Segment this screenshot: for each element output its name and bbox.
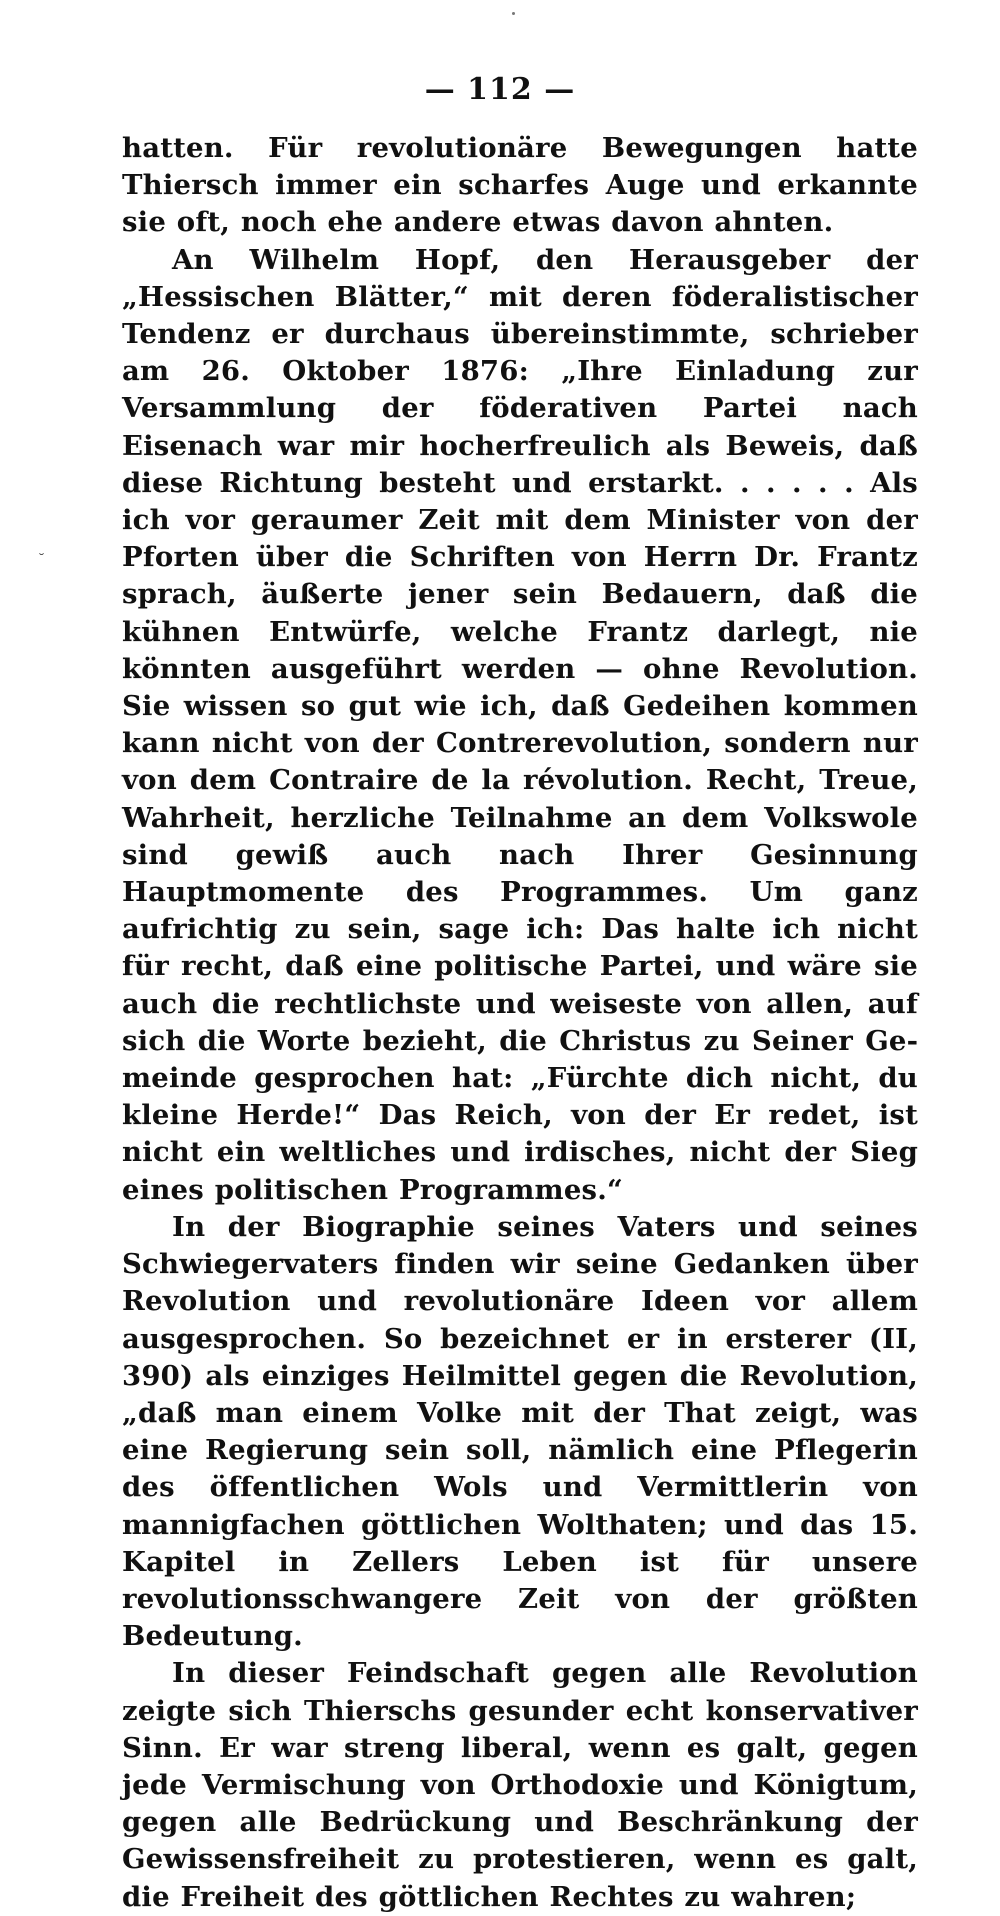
paragraph-biography: In der Biographie seines Vaters und seines Schwiegervaters finden wir seine Gedanken über Revolution und revolutionäre Ideen vor allem ausgesprochen. So bezeichnet er in ersterer (II, 390) als einziges Heilmittel gegen die Revolution, „daß man einem Volke mit der That zeigt, was eine Regierung sein soll, nämlich eine Pflegerin des öffentlichen Wols und Vermittlerin von mannigfachen göttlichen Wolthaten; und das 15. Kapitel in Zellers Leben ist für unsere revolutionsschwangere Zeit von der größten Bedeutung.: [122, 1210, 918, 1653]
scan-speck: [512, 12, 515, 15]
margin-mark: ˘: [38, 552, 45, 568]
paragraph-letter-quote: An Wilhelm Hopf, den Herausgeber der „Hessischen Blätter,“ mit deren föderalistischer Tendenz er durchaus übereinstimmte, schrieber am 26. Oktober 1876: „Ihre Einladung zur Versammlung der föderativen Partei nach Eisenach war mir hocherfreulich als Beweis, daß diese Richtung besteht und erstarkt. . . . . . Als ich vor geraumer Zeit mit dem Minister von der Pforten über die Schriften von Herrn Dr. Frantz sprach, äußerte jener sein Bedauern, daß die kühnen Entwürfe, welche Frantz darlegt, nie könnten ausgeführt werden — ohne Revolution. Sie wissen so gut wie ich, daß Gedeihen kommen kann nicht von der Contrerevolution, sondern nur von dem Contraire de la révolution. Recht, Treue, Wahrheit, herzliche Teilnahme an dem Volkswole sind gewiß auch nach Ihrer Gesinnung Hauptmomente des Programmes. Um ganz aufrichtig zu sein, sage ich: Das halte ich nicht für recht, daß eine politische Partei, und wäre sie auch die rechtlichste und weiseste von allen, auf sich die Worte bezieht, die Christus zu Seiner Gemeinde gesprochen hat: „Fürchte dich nicht, du kleine Herde!“ Das Reich, von der Er redet, ist nicht ein weltliches und irdisches, nicht der Sieg eines politischen Programmes.“: [122, 243, 918, 1206]
body-text: [122, 130, 918, 1916]
paragraph-conservative-sense: In dieser Feindschaft gegen alle Revolution zeigte sich Thierschs gesunder echt konservativer Sinn. Er war streng liberal, wenn es galt, gegen jede Vermischung von Orthodoxie und Königtum, gegen alle Bedrückung und Beschränkung der Gewissensfreiheit zu protestieren, wenn es galt, die Freiheit des göttlichen Rechtes zu wahren;: [122, 1657, 918, 1913]
page-number: — 112 —: [424, 72, 576, 107]
paragraph-continuation: hatten. Für revolutionäre Bewegungen hatte Thiersch immer ein scharfes Auge und erkannte sie oft, noch ehe andere etwas davon ahnten.: [122, 132, 918, 239]
